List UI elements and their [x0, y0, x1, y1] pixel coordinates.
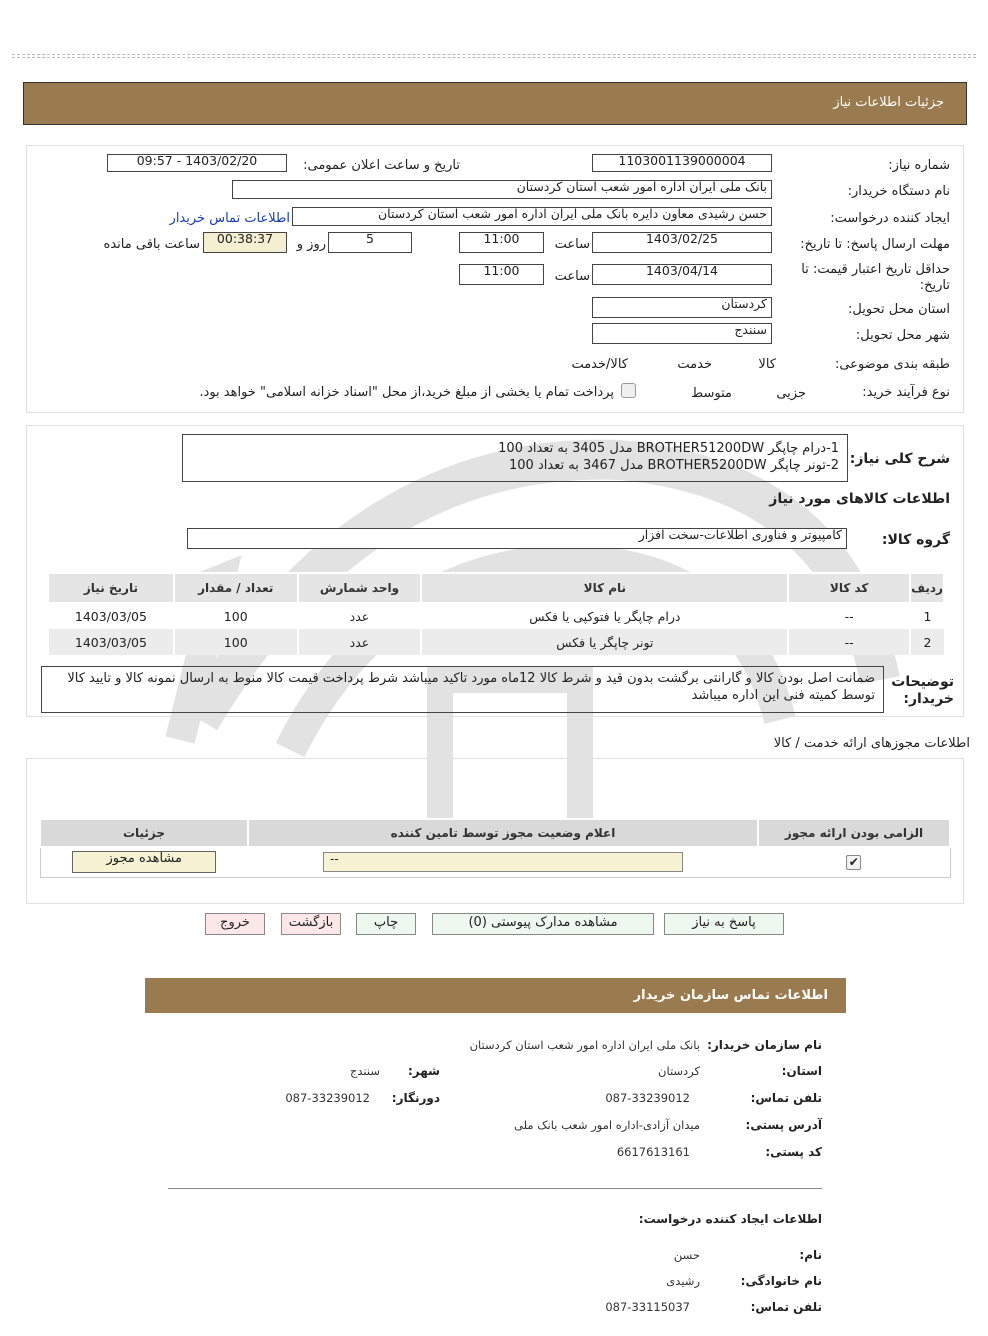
days-field: 5: [328, 232, 412, 253]
back-button[interactable]: بازگشت: [281, 913, 341, 935]
validity-label: حداقل تاریخ اعتبار قیمت: تا تاریخ:: [801, 262, 950, 293]
remaining-label: ساعت باقی مانده: [103, 237, 200, 252]
cell-row-number: 2: [910, 629, 944, 655]
creator-phone-value: 087-33115037: [605, 1300, 690, 1314]
contact-address-label: آدرس پستی:: [745, 1118, 822, 1132]
col-license-status: اعلام وضعیت مجوز توسط تامین کننده: [248, 819, 758, 847]
city-field: سنندج: [592, 323, 772, 344]
creator-label: ایجاد کننده درخواست:: [830, 211, 950, 226]
city-label: شهر محل تحویل:: [855, 328, 950, 343]
deadline-time-field: 11:00: [459, 232, 544, 253]
col-license-details: جزئیات: [40, 819, 248, 847]
validity-time-label: ساعت: [554, 269, 590, 284]
contact-header: [145, 978, 846, 1013]
cell-quantity: 100: [174, 629, 298, 655]
attachments-button[interactable]: مشاهده مدارک پیوستی (0): [432, 913, 654, 935]
validity-date-field: 1403/04/14: [592, 264, 772, 285]
cell-unit: عدد: [298, 603, 422, 629]
respond-button[interactable]: پاسخ به نیاز: [664, 913, 784, 935]
table-row: [48, 629, 944, 655]
summary-box: [182, 434, 848, 482]
contact-fax-value: 087-33239012: [285, 1091, 370, 1105]
contact-province-label: استان:: [781, 1064, 822, 1078]
buyer-notes-box: ضمانت اصل بودن کالا و گارانتی برگشت بدون قید و شرط کالا 12ماه مورد تاکید میباشد شرط پرداخت قیمت کالا منوط به ارسال نمونه کالا و تایید کالا توسط کمیته فنی این اداره میباشد: [41, 666, 884, 713]
contact-city-value: سنندج: [349, 1064, 380, 1078]
license-status-field[interactable]: --: [323, 852, 683, 872]
view-license-button[interactable]: مشاهده مجوز: [72, 851, 216, 873]
cell-quantity: 100: [174, 603, 298, 629]
contact-phone-label: تلفن تماس:: [750, 1091, 822, 1105]
deadline-time-label: ساعت: [554, 237, 590, 252]
cell-goods-name: درام چاپگر یا فتوکپی یا فکس: [421, 603, 788, 629]
cell-goods-name: تونر چاپگر یا فکس: [421, 629, 788, 655]
purchase-partial-label: جزیی: [776, 386, 806, 401]
summary-label: شرح کلی نیاز:: [849, 451, 950, 467]
col-license-required: الزامی بودن ارائه مجوز: [758, 819, 950, 847]
table-row: [48, 603, 944, 629]
cell-goods-code: --: [788, 603, 910, 629]
col-quantity: تعداد / مقدار: [174, 573, 298, 603]
cell-unit: عدد: [298, 629, 422, 655]
goods-table: [47, 572, 945, 655]
need-number-field: 1103001139000004: [592, 154, 772, 172]
contact-address-value: میدان آزادی-اداره امور شعب بانک ملی: [514, 1118, 700, 1132]
org-label: نام سازمان خریدار:: [707, 1038, 822, 1052]
validity-time-field: 11:00: [459, 264, 544, 285]
category-label: طبقه بندی موضوعی:: [834, 357, 950, 372]
org-value: بانک ملی ایران اداره امور شعب استان کردستان: [469, 1038, 700, 1052]
page-title: جزئیات اطلاعات نیاز: [833, 95, 944, 110]
summary-line-1: 1-درام چاپگر BROTHER51200DW مدل 3405 به تعداد 100: [498, 441, 839, 456]
col-row-number: ردیف: [910, 573, 944, 603]
contact-title: اطلاعات تماس سازمان خریدار: [633, 988, 828, 1003]
group-field: کامپیوتر و فناوری اطلاعات-سخت افزار: [187, 528, 847, 549]
buyer-notes-label: توضیحات خریدار:: [891, 674, 954, 707]
top-divider: [12, 54, 976, 58]
category-goods-label: کالا: [758, 357, 776, 372]
cell-goods-code: --: [788, 629, 910, 655]
summary-line-2: 2-تونر چاپگر BROTHER5200DW مدل 3467 به تعداد 100: [509, 458, 839, 473]
contact-postal-label: کد پستی:: [765, 1145, 822, 1159]
creator-field: حسن رشیدی معاون دایره بانک ملی ایران اداره امور شعب استان کردستان: [292, 207, 772, 226]
category-service-label: خدمت: [677, 357, 712, 372]
province-label: استان محل تحویل:: [848, 302, 950, 317]
deadline-label: مهلت ارسال پاسخ: تا تاریخ:: [800, 237, 950, 252]
creator-name-label: نام:: [799, 1248, 822, 1262]
buyer-field: بانک ملی ایران اداره امور شعب استان کردستان: [232, 180, 772, 199]
creator-info-title: اطلاعات ایجاد کننده درخواست:: [638, 1212, 822, 1226]
cell-need-date: 1403/03/05: [48, 629, 174, 655]
goods-info-title: اطلاعات کالاهای مورد نیاز: [769, 491, 950, 507]
contact-city-label: شهر:: [408, 1064, 440, 1078]
remaining-timer: 00:38:37: [203, 232, 287, 253]
creator-name-value: حسن: [673, 1248, 700, 1262]
exit-button[interactable]: خروج: [205, 913, 265, 935]
announce-field: 1403/02/20 - 09:57: [107, 154, 287, 172]
page-header: [23, 82, 967, 125]
table-row: [40, 847, 950, 877]
province-field: کردستان: [592, 297, 772, 318]
print-button[interactable]: چاپ: [356, 913, 416, 935]
creator-family-value: رشیدی: [666, 1274, 700, 1288]
contact-province-value: کردستان: [658, 1064, 700, 1078]
buyer-label: نام دستگاه خریدار:: [847, 184, 950, 199]
creator-family-label: نام خانوادگی:: [740, 1274, 822, 1288]
purchase-label: نوع فرآیند خرید:: [862, 385, 950, 400]
cell-row-number: 1: [910, 603, 944, 629]
treasury-payment-note: پرداخت تمام یا بخشی از مبلغ خرید،از محل "اسناد خزانه اسلامی" خواهد بود.: [199, 385, 614, 400]
col-goods-name: نام کالا: [421, 573, 788, 603]
cell-need-date: 1403/03/05: [48, 603, 174, 629]
col-goods-code: کد کالا: [788, 573, 910, 603]
contact-postal-value: 6617613161: [616, 1145, 690, 1159]
buyer-contact-link[interactable]: اطلاعات تماس خریدار: [169, 211, 290, 226]
announce-label: تاریخ و ساعت اعلان عمومی:: [303, 158, 460, 173]
col-unit: واحد شمارش: [298, 573, 422, 603]
category-both-label: کالا/خدمت: [571, 357, 628, 372]
creator-phone-label: تلفن تماس:: [750, 1300, 822, 1314]
contact-phone-value: 087-33239012: [605, 1091, 690, 1105]
licenses-title: اطلاعات مجوزهای ارائه خدمت / کالا: [773, 736, 970, 751]
purchase-medium-label: متوسط: [691, 386, 732, 401]
col-need-date: تاریخ نیاز: [48, 573, 174, 603]
contact-fax-label: دورنگار:: [391, 1091, 440, 1105]
contact-divider: [168, 1188, 822, 1189]
days-label: روز و: [296, 237, 326, 252]
group-label: گروه کالا:: [881, 532, 950, 548]
license-required-checkbox[interactable]: ✔: [846, 855, 861, 870]
licenses-table: [39, 818, 951, 878]
need-number-label: شماره نیاز:: [888, 158, 950, 173]
treasury-payment-checkbox[interactable]: [621, 383, 636, 398]
deadline-date-field: 1403/02/25: [592, 232, 772, 253]
